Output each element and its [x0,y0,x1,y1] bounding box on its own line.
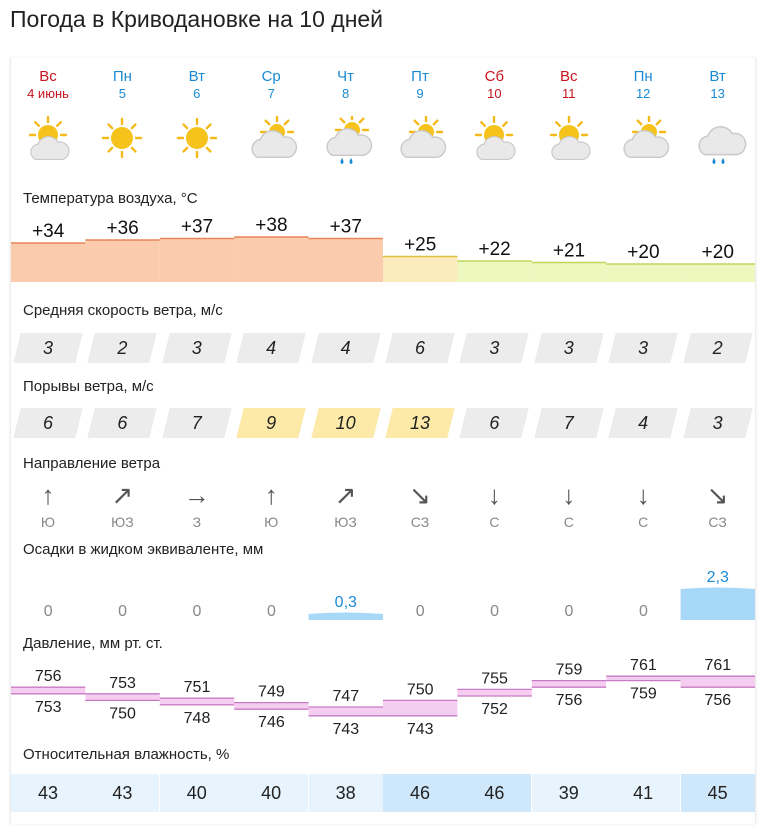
wind-direction-value: С [563,514,574,530]
day-header-4 [234,68,308,102]
pressure-bar [11,687,85,694]
day-name: Вс [39,68,57,85]
pressure-bar [457,689,531,696]
wind-speed-value: 3 [563,338,574,358]
day-name: Вт [709,68,726,85]
wind-direction-value: С [489,514,500,530]
temp-bar [309,239,383,283]
wind-speed-value: 3 [42,338,53,358]
cloud-sun-icon [606,116,680,166]
sun-icon [103,119,141,157]
rain-drops-icon [712,158,724,164]
humidity-value: 41 [606,774,680,812]
precip-value: 0 [192,603,202,620]
pressure-bar [681,676,755,687]
temp-max-label: +25 [404,234,437,256]
day-date: 12 [635,86,651,101]
sun-icon [178,119,216,157]
pressure-min-value: 752 [481,701,508,718]
humidity-value: 43 [85,774,159,812]
cloud-icon [401,131,445,158]
pressure-bar [606,676,680,680]
temp-max-label: +37 [180,216,214,238]
precipitation-chart [11,564,755,624]
wind-gust-value: 13 [409,413,431,433]
day-name: Сб [484,68,505,85]
sun-cloud-icon [457,116,531,166]
pressure-bar [532,681,606,688]
pressure-bar [160,698,234,705]
cloud-sun-icon [234,116,308,166]
cloud-rain-icon [681,116,755,166]
day-header-2 [85,68,159,102]
wind-direction-value: Ю [264,514,279,530]
temp-bar [85,240,159,282]
temp-bar [11,243,85,282]
temperature-label: Температура воздуха, °C [23,190,198,207]
humidity-value: 46 [383,774,457,812]
pressure-max-value: 751 [183,679,211,697]
day-date: 10 [487,86,502,101]
day-header-3 [160,68,234,102]
pressure-max-value: 761 [704,657,732,675]
wind-speed-value: 3 [191,338,202,358]
sun-icon [85,116,159,166]
temp-bar [457,261,531,282]
temp-max-label: +38 [255,215,288,236]
humidity-value: 39 [532,774,606,812]
wind-speed-value: 2 [712,338,723,358]
wind-arrow-icon: ↗ [334,480,357,510]
precip-value: 0 [266,603,276,620]
day-date: 5 [118,86,126,101]
temp-bar [234,237,308,282]
precipitation-label: Осадки в жидком эквиваленте, мм [23,541,264,558]
day-header-10 [681,68,755,102]
day-name: Вс [560,68,578,85]
day-date: 13 [710,86,725,101]
pressure-max-value: 759 [555,661,583,679]
wind-speed-value: 3 [489,338,500,358]
pressure-min-value: 756 [704,692,732,710]
precip-value: 0 [638,603,648,620]
cloud-icon [31,137,69,160]
precip-value: 2,3 [706,568,729,586]
weather-icons-row [11,116,755,170]
wind-gust-value: 7 [191,413,202,433]
pressure-min-value: 743 [332,720,360,738]
day-date: 7 [267,86,275,101]
wind-direction-value: ЮЗ [111,514,134,530]
pressure-max-value: 747 [332,688,360,705]
wind-arrow-icon: → [183,480,210,510]
humidity-value: 40 [234,774,308,812]
day-date: 6 [193,86,201,101]
wind-direction-value: З [192,514,202,530]
day-name: Пт [411,68,429,85]
pressure-bar [234,703,308,710]
day-date: 9 [416,86,424,101]
pressure-min-value: 748 [183,709,211,727]
temp-bar [606,264,680,282]
temp-max-label: +22 [478,239,511,260]
rain-drops-icon [340,158,352,164]
precip-value: 0 [490,603,500,620]
cloud-icon [552,137,590,160]
humidity-value: 45 [681,774,755,812]
wind-speed-value: 4 [340,338,351,358]
wind-arrow-icon: ↑ [41,480,55,510]
wind-arrow-icon: ↘ [409,480,431,510]
day-header-1 [11,68,85,102]
wind-arrow-icon: ↓ [562,480,576,510]
pressure-min-value: 743 [406,720,434,738]
cloud-icon [699,127,746,155]
wind-speed-value: 2 [117,338,128,358]
pressure-bar [85,694,159,701]
day-header-6 [383,68,457,102]
wind-arrow-icon: ↗ [111,480,134,510]
wind-arrow-icon: ↘ [706,480,729,510]
wind-speed-value: 4 [266,338,277,358]
wind-direction-label: Направление ветра [23,455,161,472]
precip-value: 0 [564,603,574,620]
wind-speed-value: 6 [414,338,425,358]
day-header-7 [457,68,531,102]
wind-direction-value: С [638,514,649,530]
day-name: Ср [261,68,281,85]
day-date: 8 [341,86,350,101]
precip-bar [309,613,383,621]
humidity-label: Относительная влажность, % [23,746,230,763]
humidity-value: 43 [11,774,85,812]
wind-direction-value: Ю [40,514,56,530]
temp-max-label: +20 [701,242,734,263]
pressure-min-value: 753 [34,698,62,716]
pressure-bar [309,707,383,716]
sun-cloud-icon [11,116,85,166]
day-name: Чт [337,68,355,85]
wind-gust-value: 6 [42,413,53,433]
day-header-8 [532,68,606,102]
cloud-icon [477,137,515,160]
wind-speed-value: 3 [638,338,649,358]
page-title: Погода в Криводановке на 10 дней [10,6,384,32]
pressure-max-value: 750 [406,681,434,699]
day-date: 11 [562,86,576,101]
pressure-max-value: 749 [258,683,285,701]
pressure-min-value: 756 [555,692,583,710]
day-name: Пн [112,68,132,85]
humidity-value: 38 [309,774,383,812]
humidity-value: 40 [160,774,234,812]
cloud-icon [252,131,296,158]
temp-bar [681,264,755,282]
wind-direction-value: СЗ [708,514,727,530]
wind-direction-row [11,480,755,532]
pressure-chart [11,656,755,746]
wind-arrow-icon: ↓ [636,480,650,510]
wind-gust-value: 6 [117,413,128,433]
wind-gusts-label: Порывы ветра, м/с [23,378,154,395]
day-header-9 [606,68,680,102]
pressure-min-value: 750 [109,705,136,723]
day-name: Пн [633,68,653,85]
day-date: 4 июнь [27,86,69,101]
precip-value: 0 [415,603,425,620]
temp-max-label: +34 [32,221,65,242]
wind-speed-label: Средняя скорость ветра, м/с [23,302,223,319]
pressure-max-value: 761 [630,657,657,675]
wind-direction-value: ЮЗ [334,514,357,530]
precip-value: 0 [43,603,53,620]
temp-bar [532,263,606,283]
sun-icon [160,116,234,166]
cloud-icon [327,129,371,156]
forecast-card [10,58,756,824]
wind-gust-value: 6 [489,413,500,433]
temp-max-label: +37 [329,216,362,238]
wind-gust-value: 7 [563,413,574,433]
cloud-sun-icon [383,116,457,166]
pressure-label: Давление, мм рт. ст. [23,635,163,652]
pressure-min-value: 746 [258,714,285,732]
pressure-max-value: 753 [109,674,136,692]
precip-bar [681,587,755,620]
wind-direction-value: СЗ [410,514,430,530]
day-name: Вт [188,68,205,85]
temp-max-label: +36 [106,218,139,239]
temp-max-label: +21 [552,240,586,262]
sun-cloud-icon [532,116,606,166]
pressure-max-value: 755 [481,670,508,688]
temp-bar [160,239,234,283]
wind-gust-value: 4 [638,413,649,433]
pressure-bar [383,700,457,715]
wind-gusts-row [11,408,755,438]
precip-value: 0,3 [334,594,357,611]
wind-speed-row [11,333,755,363]
wind-gust-value: 9 [266,413,277,433]
temp-max-label: +20 [627,242,660,263]
temperature-chart [11,212,755,282]
wind-arrow-icon: ↓ [487,480,501,510]
temp-bar [383,257,457,283]
cloud-sun-rain-icon [309,116,383,166]
cloud-icon [624,131,668,158]
day-header-5 [309,68,383,102]
days-header [11,68,755,108]
humidity-value: 46 [457,774,531,812]
wind-gust-value: 3 [712,413,723,433]
pressure-max-value: 756 [34,668,62,686]
wind-arrow-icon: ↑ [264,480,278,510]
wind-gust-value: 10 [335,413,356,433]
pressure-min-value: 759 [630,685,657,703]
humidity-row [11,774,755,812]
precip-value: 0 [118,603,128,620]
